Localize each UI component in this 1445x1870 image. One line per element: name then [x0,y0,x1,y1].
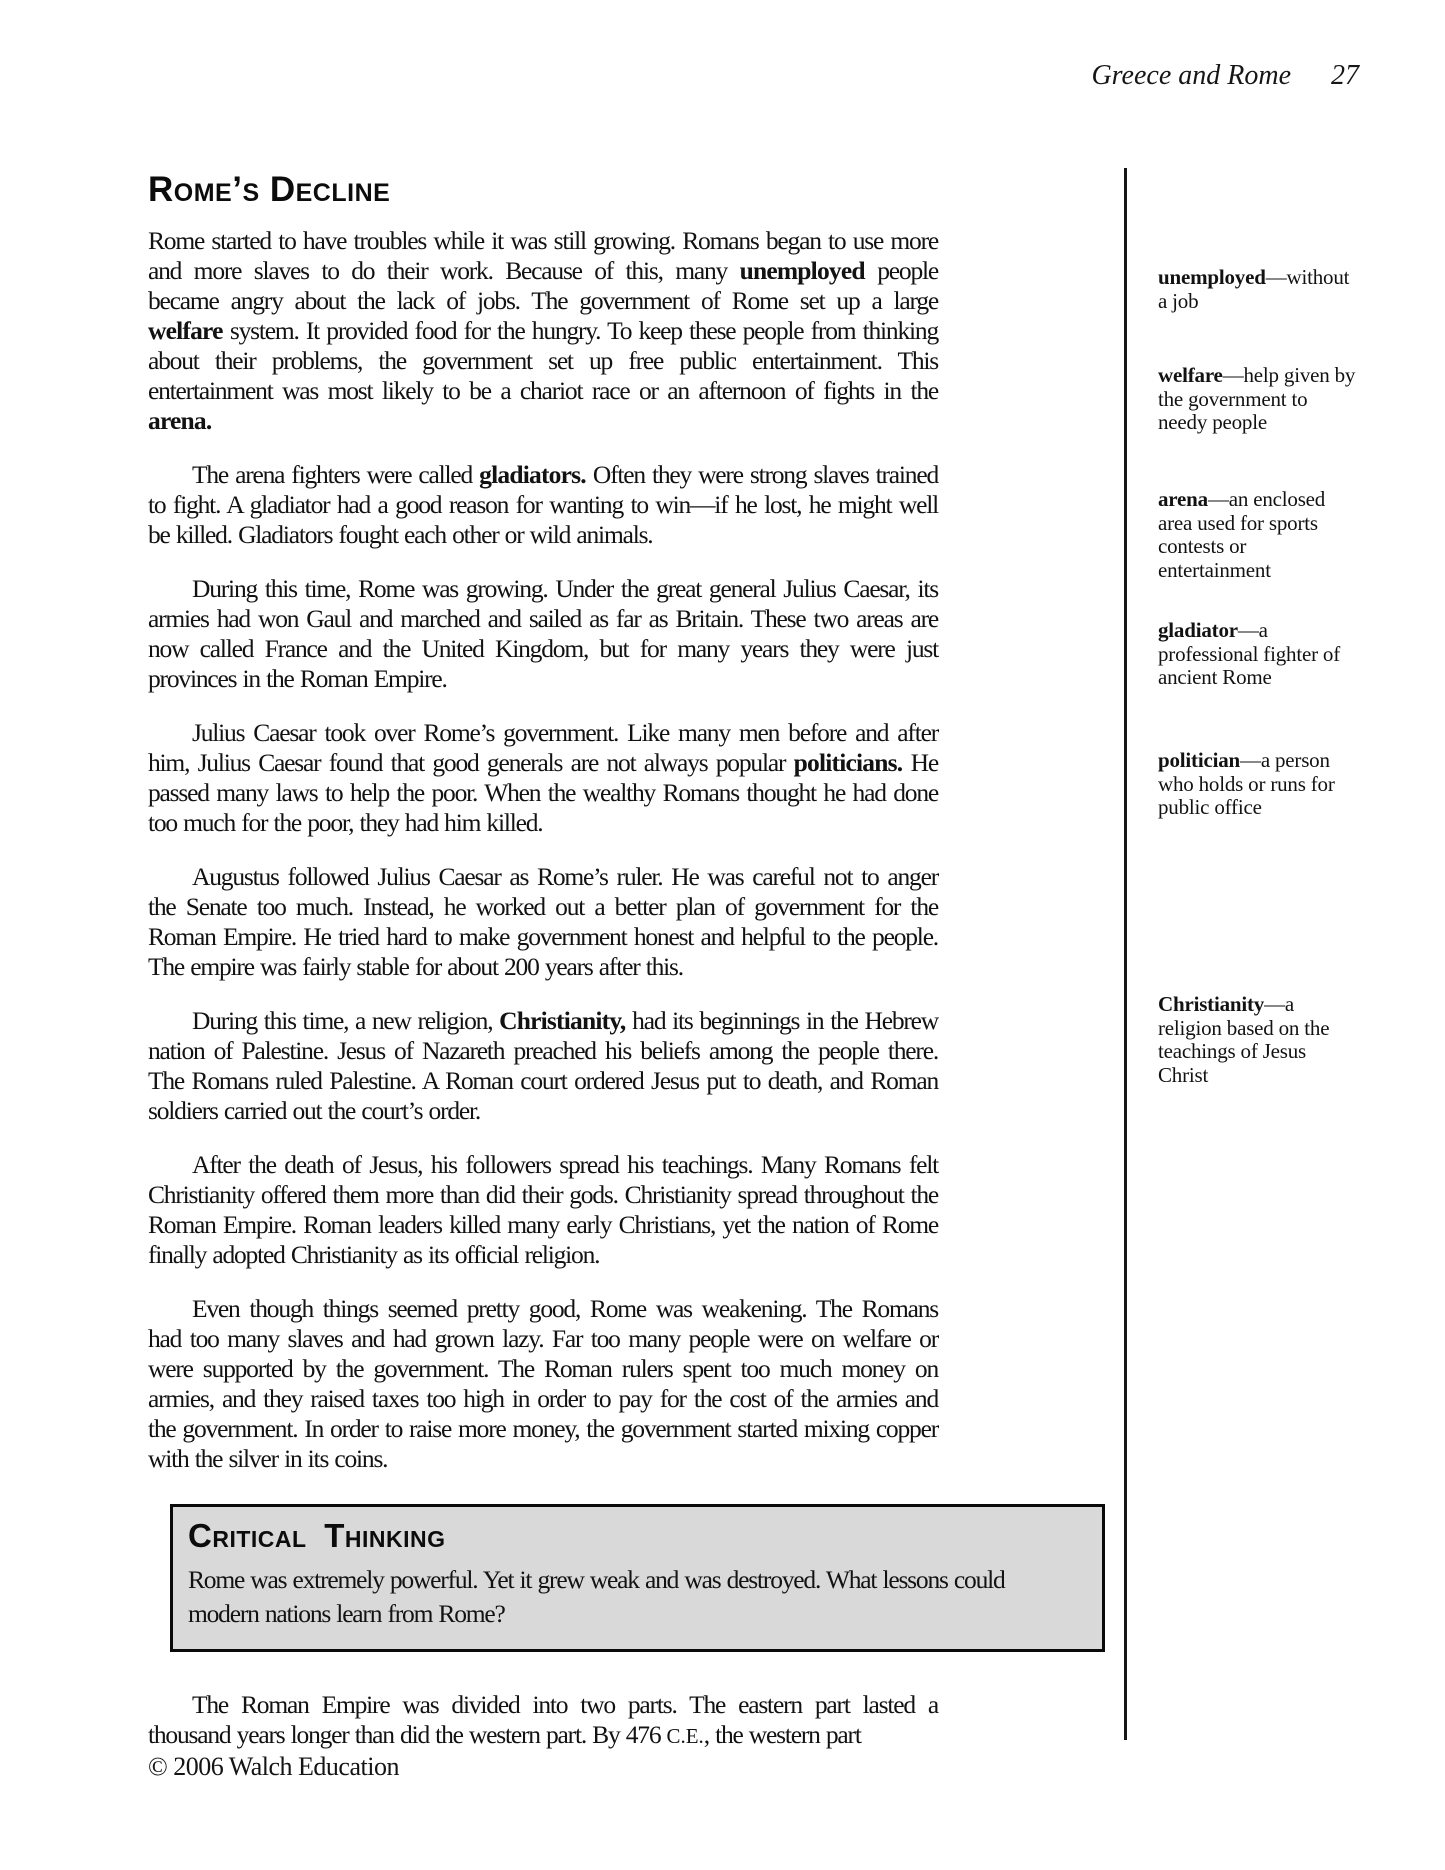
margin-definition-unemployed: unemployed—without a job [1158,265,1350,313]
paragraph: Even though things seemed pretty good, Rome was weakening. The Romans had too many slaves and had grown lazy. Far too many people were on welfare or were supported by the government. The Roman rulers spent too much money on armies, and they raised taxes too high in order to pay for the cost of the armies and the government. In order to raise more money, the government started mixing copper with the silver in its coins. [148,1294,938,1473]
definition-term: unemployed [1158,265,1266,289]
margin-definition-welfare: welfare—help given by the government to needy people [1158,363,1356,434]
copyright-footer: © 2006 Walch Education [148,1752,399,1781]
era-abbreviation: C.E. [666,1724,704,1748]
paragraph: During this time, a new religion, Christianity, had its beginnings in the Hebrew nation of Palestine. Jesus of Nazareth preached his beliefs among the people there. The Romans ruled Palestine. A Roman court ordered Jesus put to death, and Roman soldiers carried out the court’s order. [148,1006,938,1125]
vocab-term: welfare [148,316,223,345]
body-text [148,226,938,1474]
definition-term: Christianity [1158,992,1265,1016]
critical-thinking-question: Rome was extremely powerful. Yet it grew weak and was destroyed. What lessons could modern nations learn from Rome? [188,1565,1005,1628]
definition-term: politician [1158,748,1241,772]
vocab-term: gladiators. [479,460,586,489]
paragraph: After the death of Jesus, his followers spread his teachings. Many Romans felt Christianity offered them more than did their gods. Christianity spread throughout the Roman Empire. Roman leaders killed many early Christians, yet the nation of Rome finally adopted Christianity as its official religion. [148,1150,938,1269]
chapter-title: Greece and Rome [1091,60,1291,91]
paragraph: During this time, Rome was growing. Under the great general Julius Caesar, its armies had won Gaul and marched and sailed as far as Britain. These two areas are now called France and the United Kingdom, but for many years they were just provinces in the Roman Empire. [148,574,938,693]
vocab-term: arena. [148,406,212,435]
margin-divider-rule [1124,168,1127,1740]
vocab-term: unemployed [739,256,865,285]
section-title: Rome’s Decline [148,170,391,209]
critical-thinking-title: Critical Thinking [188,1517,446,1554]
paragraph: Augustus followed Julius Caesar as Rome’s ruler. He was careful not to anger the Senate too much. Instead, he worked out a better plan of government for the Roman Empire. He tried hard to make government honest and helpful to the people. The empire was fairly stable for about 200 years after this. [148,862,938,981]
critical-thinking-box [170,1504,1105,1652]
page-number: 27 [1331,60,1359,91]
margin-definition-arena: arena—an enclosed area used for sports contests or entertainment [1158,487,1326,582]
paragraph: Rome started to have troubles while it was still growing. Romans began to use more and more slaves to do their work. Because of this, many unemployed people became angry about the lack of jobs. The government of Rome set up a large welfare system. It provided food for the hungry. To keep these people from thinking about their problems, the government set up free public entertainment. This entertainment was most likely to be a chariot race or an afternoon of fights in the arena. [148,226,939,435]
definition-term: welfare [1158,363,1223,387]
vocab-term: Christianity, [499,1006,626,1035]
closing-text [148,1690,938,1751]
paragraph: The arena fighters were called gladiators. Often they were strong slaves trained to fight. A gladiator had a good reason for wanting to win—if he lost, he might well be killed. Gladiators fought each other or wild animals. [148,460,938,549]
main-column [148,170,1005,1751]
margin-definition-politician: politician—a person who holds or runs for public office [1158,748,1335,819]
vocab-term: politicians. [793,748,903,777]
margin-definition-christianity: Christianity—a religion based on the teachings of Jesus Christ [1158,992,1330,1087]
definition-term: gladiator [1158,618,1238,642]
paragraph: The Roman Empire was divided into two parts. The eastern part lasted a thousand years longer than did the western part. By 476 C.E., the western part [148,1690,938,1749]
margin-definitions [1158,0,1363,1870]
margin-definition-gladiator: gladiator—a professional fighter of ancient Rome [1158,618,1341,689]
paragraph: Julius Caesar took over Rome’s government. Like many men before and after him, Julius Caesar found that good generals are not always popular politicians. He passed many laws to help the poor. When the wealthy Romans thought he had done too much for the poor, they had him killed. [148,718,939,837]
definition-term: arena [1158,487,1208,511]
